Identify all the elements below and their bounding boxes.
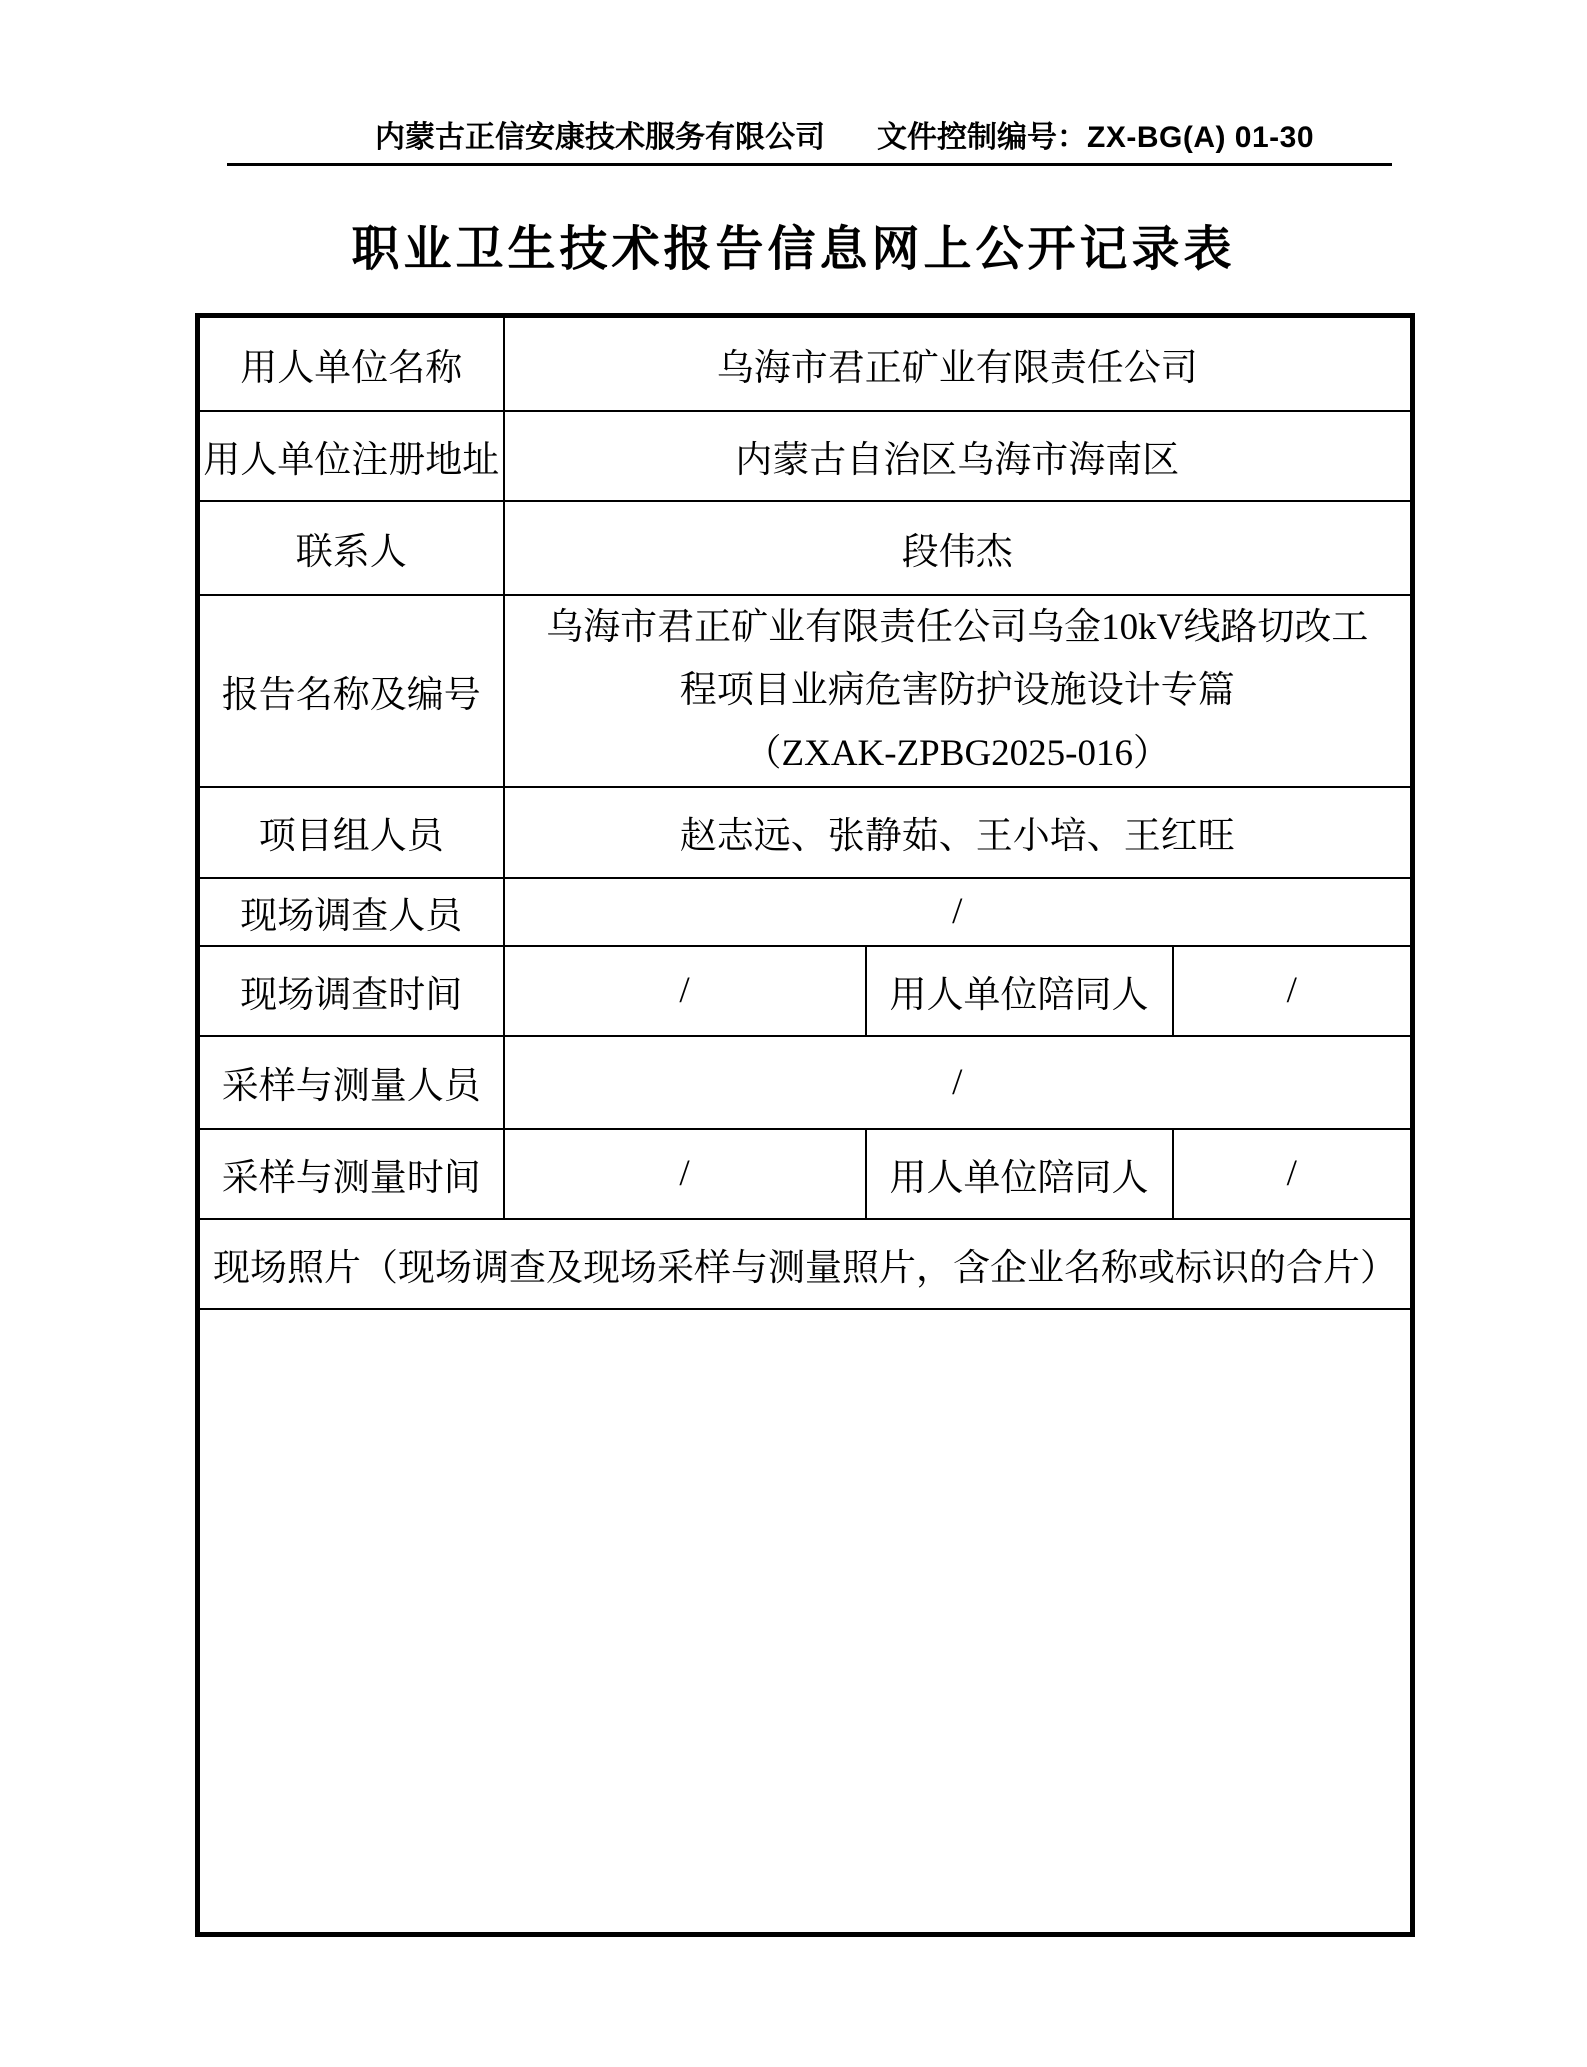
value-site-survey-staff: / xyxy=(504,878,1413,946)
header-doc-control-label: 文件控制编号： xyxy=(877,121,1087,154)
label-survey-companion: 用人单位陪同人 xyxy=(866,946,1173,1036)
label-site-survey-staff: 现场调查人员 xyxy=(198,878,504,946)
value-sampling-time: / xyxy=(504,1129,866,1219)
value-sampling-companion: / xyxy=(1173,1129,1413,1219)
table-row xyxy=(198,316,1413,411)
table-row xyxy=(198,501,1413,595)
page-header xyxy=(375,120,1314,156)
photos-note: 现场照片（现场调查及现场采样与测量照片，含企业名称或标识的合片） xyxy=(198,1219,1413,1309)
header-company-name: 内蒙古正信安康技术服务有限公司 xyxy=(375,121,825,154)
report-name-line-2: 程项目业病危害防护设施设计专篇 xyxy=(679,670,1235,711)
label-employer-name: 用人单位名称 xyxy=(198,316,504,411)
table-row xyxy=(198,1036,1413,1129)
table-row xyxy=(198,878,1413,946)
header-doc-control-code: ZX-BG(A) 01-30 xyxy=(1087,121,1315,154)
table-row xyxy=(198,787,1413,878)
table-row xyxy=(198,946,1413,1036)
header-divider-line xyxy=(227,163,1392,166)
table-row xyxy=(198,1309,1413,1935)
value-employer-address: 内蒙古自治区乌海市海南区 xyxy=(504,411,1413,501)
label-sampling-staff: 采样与测量人员 xyxy=(198,1036,504,1129)
value-employer-name: 乌海市君正矿业有限责任公司 xyxy=(504,316,1413,411)
label-sampling-companion: 用人单位陪同人 xyxy=(866,1129,1173,1219)
record-table xyxy=(195,313,1415,1937)
value-survey-companion: / xyxy=(1173,946,1413,1036)
label-report-name-number: 报告名称及编号 xyxy=(198,595,504,787)
label-site-survey-time: 现场调查时间 xyxy=(198,946,504,1036)
label-employer-address: 用人单位注册地址 xyxy=(198,411,504,501)
label-sampling-time: 采样与测量时间 xyxy=(198,1129,504,1219)
table-row xyxy=(198,1219,1413,1309)
table-row xyxy=(198,411,1413,501)
report-name-line-1: 乌海市君正矿业有限责任公司乌金10kV线路切改工 xyxy=(546,607,1369,648)
label-project-team: 项目组人员 xyxy=(198,787,504,878)
photos-empty-area xyxy=(198,1309,1413,1935)
value-contact-person: 段伟杰 xyxy=(504,501,1413,595)
label-contact-person: 联系人 xyxy=(198,501,504,595)
report-number: （ZXAK-ZPBG2025-016） xyxy=(744,733,1170,774)
value-site-survey-time: / xyxy=(504,946,866,1036)
table-row xyxy=(198,595,1413,787)
table-row xyxy=(198,1129,1413,1219)
document-title: 职业卫生技术报告信息网上公开记录表 xyxy=(351,223,1236,276)
value-sampling-staff: / xyxy=(504,1036,1413,1129)
value-project-team: 赵志远、张静茹、王小培、王红旺 xyxy=(504,787,1413,878)
value-report-name-number xyxy=(504,595,1413,787)
